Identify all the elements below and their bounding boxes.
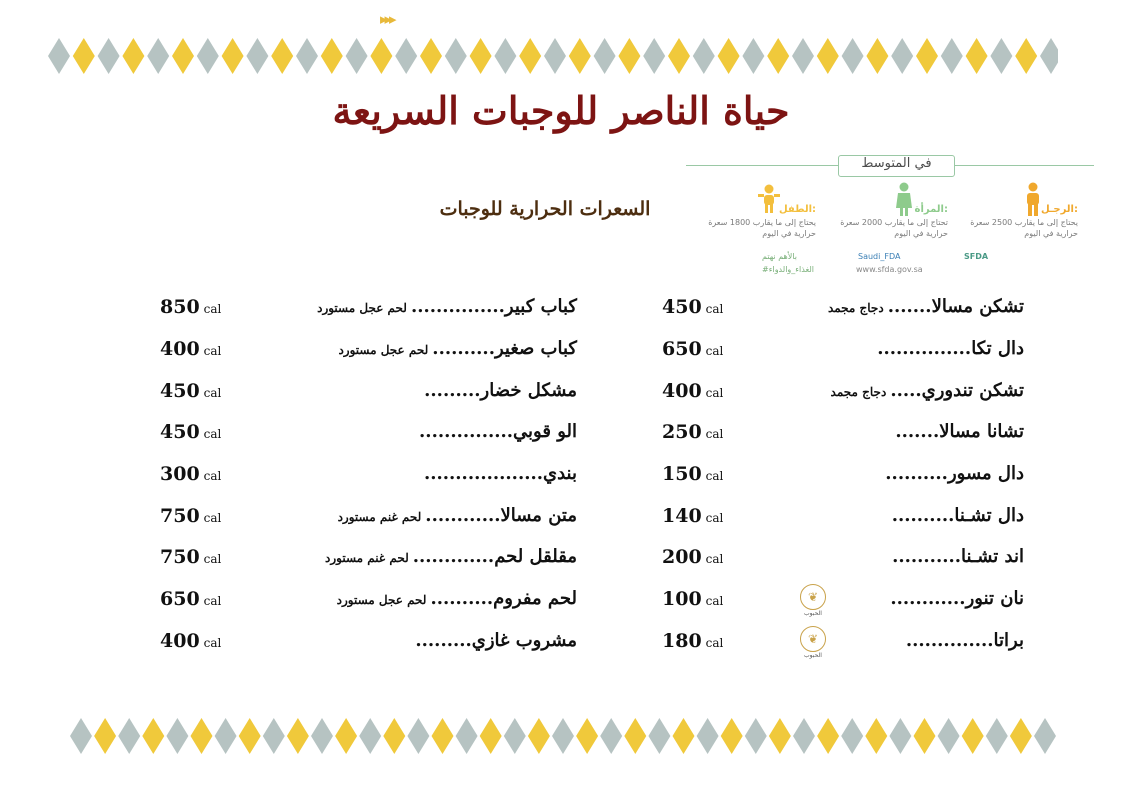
child-text: يحتاج إلى ما يقارب 1800 سعرة حرارية في اليوم bbox=[708, 218, 816, 238]
diamond-ornament bbox=[480, 718, 502, 754]
top-diamond-border bbox=[48, 38, 1058, 74]
diamond-ornament bbox=[569, 38, 591, 74]
diamond-ornament bbox=[916, 38, 938, 74]
diamond-ornament bbox=[817, 38, 839, 74]
diamond-ornament bbox=[311, 718, 333, 754]
diamond-ornament bbox=[246, 38, 268, 74]
calorie-unit: cal bbox=[705, 469, 724, 483]
diamond-ornament bbox=[70, 718, 92, 754]
menu-item-title: الو قوبي............... bbox=[419, 421, 577, 442]
menu-item-name bbox=[317, 296, 577, 317]
calorie-unit: cal bbox=[203, 552, 222, 566]
diamond-ornament bbox=[1040, 38, 1058, 74]
meat-note: لحم غنم مستورد bbox=[325, 551, 409, 565]
menu-item-title: متن مسالا............ bbox=[425, 505, 577, 526]
diamond-ornament bbox=[346, 38, 368, 74]
calorie-unit: cal bbox=[203, 386, 222, 400]
menu-item-left bbox=[0, 296, 1122, 326]
calorie-number: 100 bbox=[662, 588, 702, 610]
calorie-unit: cal bbox=[705, 386, 724, 400]
calorie-number: 400 bbox=[662, 380, 702, 402]
bottom-diamond-border bbox=[70, 718, 1080, 754]
diamond-ornament bbox=[197, 38, 219, 74]
social-handle: Saudi_FDA bbox=[858, 252, 901, 261]
diamond-ornament bbox=[745, 718, 767, 754]
calorie-number: 850 bbox=[160, 296, 200, 318]
menu-item-title: مشكل خضار......... bbox=[424, 380, 577, 401]
diamond-ornament bbox=[287, 718, 309, 754]
diamond-ornament bbox=[594, 38, 616, 74]
diamond-ornament bbox=[98, 38, 120, 74]
meat-note: لحم عجل مستورد bbox=[338, 343, 429, 357]
menu-item-title: دال تكا............... bbox=[877, 338, 1024, 359]
calorie-value bbox=[160, 546, 221, 568]
child-label: الطفل: bbox=[778, 204, 816, 215]
diamond-ornament bbox=[648, 718, 670, 754]
diamond-ornament bbox=[519, 38, 541, 74]
diamond-ornament bbox=[383, 718, 405, 754]
diamond-ornament bbox=[914, 718, 936, 754]
diamond-ornament bbox=[718, 38, 740, 74]
calorie-number: 450 bbox=[662, 296, 702, 318]
calorie-number: 300 bbox=[160, 463, 200, 485]
calorie-unit: cal bbox=[705, 636, 724, 650]
menu-item-left bbox=[0, 338, 1122, 368]
calorie-unit: cal bbox=[203, 636, 222, 650]
diamond-ornament bbox=[1034, 718, 1056, 754]
menu-item-title: تشكن مسالا....... bbox=[887, 296, 1024, 317]
wheat-icon: ❦ bbox=[800, 584, 826, 610]
calorie-unit: cal bbox=[203, 344, 222, 358]
diamond-ornament bbox=[576, 718, 598, 754]
diamond-ornament bbox=[817, 718, 839, 754]
calorie-number: 450 bbox=[160, 380, 200, 402]
calorie-unit: cal bbox=[705, 552, 724, 566]
grain-label: الحبوب bbox=[804, 610, 822, 617]
menu-item-left bbox=[0, 463, 1122, 493]
menu-item-name bbox=[424, 463, 577, 484]
diamond-ornament bbox=[1015, 38, 1037, 74]
menu-item-title: دال مسور.......... bbox=[885, 463, 1024, 484]
hashtag: #الغذاء_والدواء bbox=[762, 265, 814, 274]
arrows-ornament: ▸▸▸ bbox=[380, 10, 394, 28]
calorie-unit: cal bbox=[203, 427, 222, 441]
menu-item-title: مشروب غازي......... bbox=[415, 630, 577, 651]
menu-item-left bbox=[0, 505, 1122, 535]
calorie-number: 140 bbox=[662, 505, 702, 527]
calorie-number: 750 bbox=[160, 546, 200, 568]
menu-item-title: كباب صغير.......... bbox=[432, 338, 577, 359]
calorie-unit: cal bbox=[705, 302, 724, 316]
menu-item-name bbox=[415, 630, 577, 651]
diamond-ornament bbox=[407, 718, 429, 754]
diamond-ornament bbox=[222, 38, 244, 74]
diamond-ornament bbox=[544, 38, 566, 74]
menu-item-name bbox=[337, 588, 577, 609]
calorie-value bbox=[160, 296, 221, 318]
menu-item-title: مقلقل لحم............. bbox=[412, 546, 577, 567]
diamond-ornament bbox=[938, 718, 960, 754]
diamond-ornament bbox=[841, 718, 863, 754]
diamond-ornament bbox=[470, 38, 492, 74]
man-info bbox=[962, 186, 1078, 239]
diamond-ornament bbox=[142, 718, 164, 754]
diamond-ornament bbox=[215, 718, 237, 754]
diamond-ornament bbox=[48, 38, 70, 74]
calorie-number: 250 bbox=[662, 421, 702, 443]
diamond-ornament bbox=[528, 718, 550, 754]
meat-note: لحم غنم مستورد bbox=[337, 510, 422, 524]
calorie-info-panel bbox=[686, 148, 1094, 283]
calorie-value bbox=[160, 338, 221, 360]
diamond-ornament bbox=[792, 38, 814, 74]
calorie-value bbox=[160, 380, 221, 402]
diamond-ornament bbox=[842, 38, 864, 74]
calorie-unit: cal bbox=[203, 302, 222, 316]
diamond-ornament bbox=[359, 718, 381, 754]
wheat-icon: ❦ bbox=[800, 626, 826, 652]
child-info bbox=[700, 186, 816, 239]
calorie-number: 200 bbox=[662, 546, 702, 568]
meat-note: لحم عجل مستورد bbox=[317, 301, 407, 315]
tagline-title: بالأهم نهتم bbox=[762, 252, 797, 261]
calorie-value bbox=[160, 505, 221, 527]
diamond-ornament bbox=[693, 38, 715, 74]
calorie-number: 150 bbox=[662, 463, 702, 485]
diamond-ornament bbox=[889, 718, 911, 754]
menu-item-name bbox=[338, 505, 577, 526]
diamond-ornament bbox=[432, 718, 454, 754]
diamond-ornament bbox=[673, 718, 695, 754]
woman-info bbox=[832, 186, 948, 239]
calorie-unit: cal bbox=[705, 427, 724, 441]
diamond-ornament bbox=[986, 718, 1008, 754]
calorie-unit: cal bbox=[203, 469, 222, 483]
diamond-ornament bbox=[865, 718, 887, 754]
diamond-ornament bbox=[668, 38, 690, 74]
menu-item-title: دال تشـنا.......... bbox=[891, 505, 1024, 526]
menu-item-title: براتا.............. bbox=[905, 630, 1024, 651]
diamond-ornament bbox=[697, 718, 719, 754]
diamond-ornament bbox=[94, 718, 116, 754]
page-title: حياة الناصر للوجبات السريعة bbox=[332, 88, 790, 133]
diamond-ornament bbox=[721, 718, 743, 754]
diamond-ornament bbox=[191, 718, 213, 754]
menu-item-name bbox=[338, 338, 577, 359]
calorie-unit: cal bbox=[705, 344, 724, 358]
diamond-ornament bbox=[147, 38, 169, 74]
calorie-number: 400 bbox=[160, 630, 200, 652]
calorie-number: 750 bbox=[160, 505, 200, 527]
menu-item-title: تشانا مسالا....... bbox=[895, 421, 1024, 442]
diamond-ornament bbox=[793, 718, 815, 754]
diamond-ornament bbox=[118, 718, 140, 754]
calorie-number: 400 bbox=[160, 338, 200, 360]
diamond-ornament bbox=[643, 38, 665, 74]
diamond-ornament bbox=[494, 38, 516, 74]
diamond-ornament bbox=[321, 38, 343, 74]
diamond-ornament bbox=[420, 38, 442, 74]
diamond-ornament bbox=[370, 38, 392, 74]
diamond-ornament bbox=[891, 38, 913, 74]
diamond-ornament bbox=[618, 38, 640, 74]
menu-item-name bbox=[424, 380, 577, 401]
diamond-ornament bbox=[742, 38, 764, 74]
diamond-ornament bbox=[966, 38, 988, 74]
diamond-ornament bbox=[624, 718, 646, 754]
diamond-ornament bbox=[172, 38, 194, 74]
calorie-unit: cal bbox=[705, 511, 724, 525]
calorie-value bbox=[160, 630, 221, 652]
diamond-ornament bbox=[962, 718, 984, 754]
sfda-logo: SFDA bbox=[964, 252, 989, 261]
menu-item-left bbox=[0, 630, 1122, 660]
calorie-value bbox=[160, 463, 221, 485]
diamond-ornament bbox=[504, 718, 526, 754]
diamond-ornament bbox=[296, 38, 318, 74]
menu-item-name bbox=[325, 546, 577, 567]
diamond-ornament bbox=[769, 718, 791, 754]
menu-item-title: لحم مفروم.......... bbox=[430, 588, 577, 609]
menu-item-title: تشكن تندوري..... bbox=[890, 380, 1024, 401]
meat-note: دجاج مجمد bbox=[827, 301, 884, 315]
calorie-number: 450 bbox=[160, 421, 200, 443]
panel-heading: في المتوسط bbox=[838, 155, 955, 177]
menu-item-left bbox=[0, 588, 1122, 618]
diamond-ornament bbox=[1010, 718, 1032, 754]
man-label: الرجـل: bbox=[1041, 204, 1078, 215]
sfda-url[interactable]: www.sfda.gov.sa bbox=[856, 265, 923, 274]
menu-item-left bbox=[0, 546, 1122, 576]
panel-rule-right bbox=[954, 165, 1094, 166]
diamond-ornament bbox=[335, 718, 357, 754]
diamond-ornament bbox=[239, 718, 261, 754]
diamond-ornament bbox=[395, 38, 417, 74]
meat-note: لحم عجل مستورد bbox=[336, 593, 427, 607]
diamond-ornament bbox=[122, 38, 144, 74]
diamond-ornament bbox=[445, 38, 467, 74]
diamond-ornament bbox=[166, 718, 188, 754]
calorie-unit: cal bbox=[203, 594, 222, 608]
meat-note: دجاج مجمد bbox=[830, 385, 887, 399]
menu-item-title: اند تشـنا........... bbox=[892, 546, 1024, 567]
menu-item-title: بندي................... bbox=[423, 463, 577, 484]
menu-item-title: كباب كبير............... bbox=[410, 296, 577, 317]
diamond-ornament bbox=[767, 38, 789, 74]
calorie-unit: cal bbox=[203, 511, 222, 525]
menu-item-title: نان تنور............ bbox=[890, 588, 1024, 609]
calorie-number: 650 bbox=[160, 588, 200, 610]
diamond-ornament bbox=[73, 38, 95, 74]
menu-item-name bbox=[419, 421, 577, 442]
calorie-unit: cal bbox=[705, 594, 724, 608]
calorie-value bbox=[160, 588, 221, 610]
menu-item-left bbox=[0, 380, 1122, 410]
diamond-ornament bbox=[456, 718, 478, 754]
calorie-number: 650 bbox=[662, 338, 702, 360]
menu-item-left bbox=[0, 421, 1122, 451]
woman-label: المرأة: bbox=[914, 204, 948, 215]
woman-text: تحتاج إلى ما يقارب 2000 سعرة حرارية في اليوم bbox=[840, 218, 948, 238]
diamond-ornament bbox=[552, 718, 574, 754]
diamond-ornament bbox=[600, 718, 622, 754]
grain-label: الحبوب bbox=[804, 652, 822, 659]
diamond-ornament bbox=[990, 38, 1012, 74]
diamond-ornament bbox=[271, 38, 293, 74]
page-subtitle: السعرات الحرارية للوجبات bbox=[439, 198, 651, 220]
man-text: يحتاج إلى ما يقارب 2500 سعرة حرارية في اليوم bbox=[970, 218, 1078, 238]
calorie-value bbox=[160, 421, 221, 443]
panel-rule-left bbox=[686, 165, 838, 166]
diamond-ornament bbox=[263, 718, 285, 754]
diamond-ornament bbox=[941, 38, 963, 74]
diamond-ornament bbox=[866, 38, 888, 74]
calorie-number: 180 bbox=[662, 630, 702, 652]
